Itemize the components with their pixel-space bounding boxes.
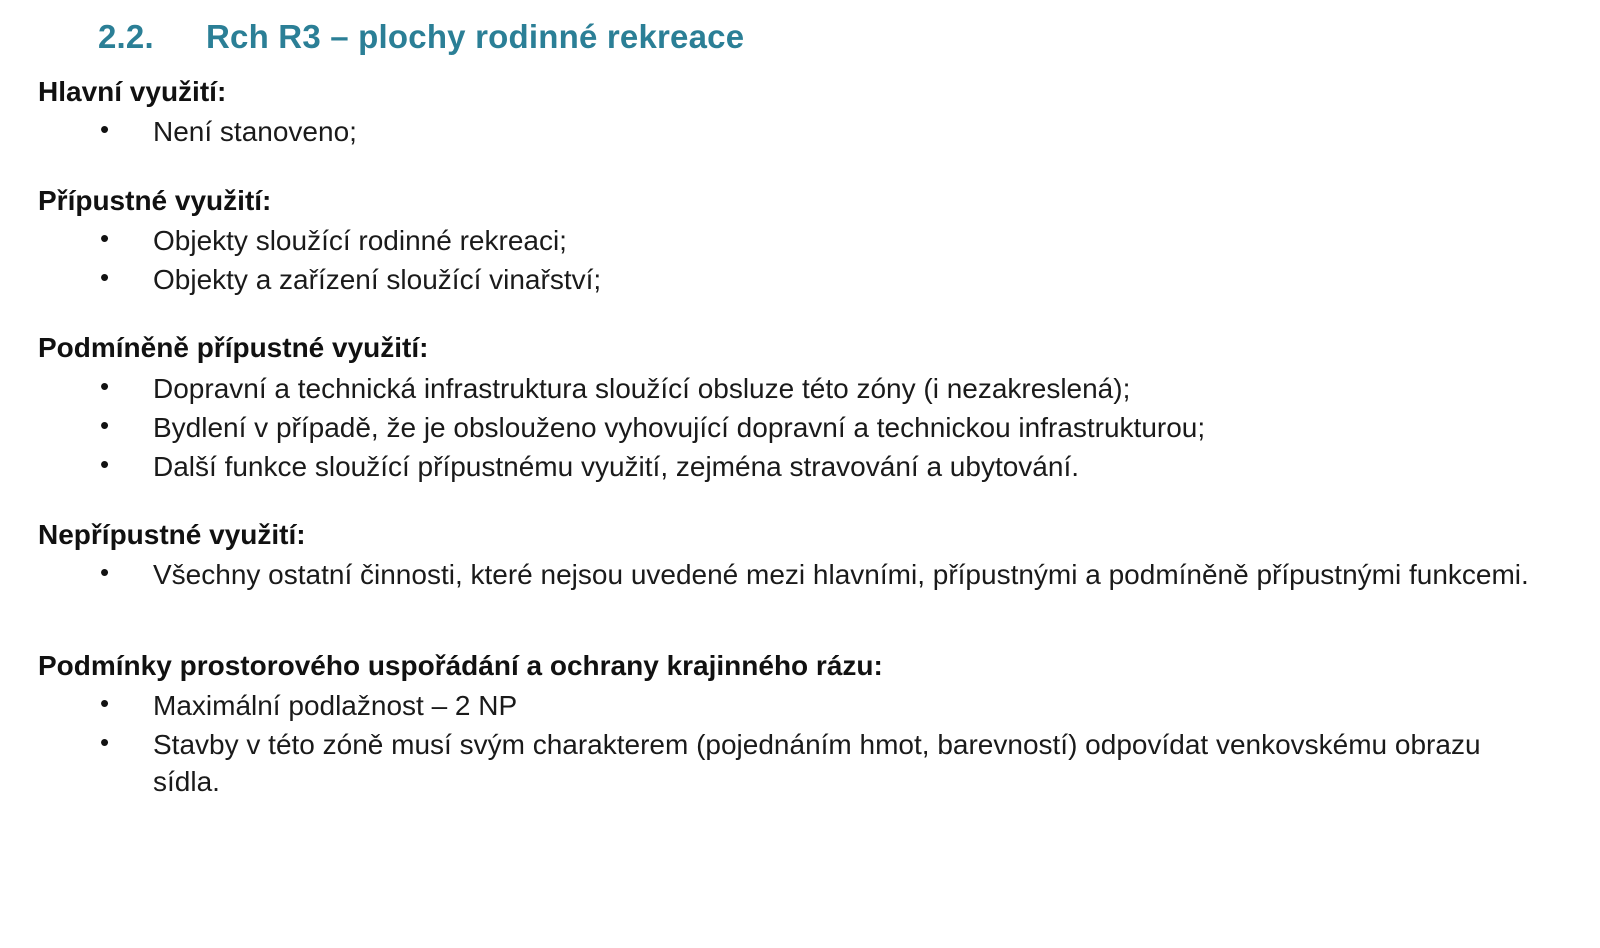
section-title: Rch R3 – plochy rodinné rekreace — [206, 18, 745, 55]
bullet-list — [38, 113, 1540, 150]
list-item: • Dopravní a technická infrastruktura sloužící obsluze této zóny (i nezakreslená); — [38, 370, 1540, 407]
section-number: 2.2. — [98, 18, 154, 55]
subsection-title: Podmíněně přípustné využití: — [38, 332, 429, 364]
list-item: • Další funkce sloužící přípustnému využití, zejména stravování a ubytování. — [38, 448, 1540, 485]
bullet-list — [38, 222, 1540, 298]
spacer — [38, 489, 1540, 517]
subsection-title: Nepřípustné využití: — [38, 519, 306, 551]
section-heading — [38, 18, 1540, 56]
section-nepripustne-vyuziti — [38, 517, 1540, 594]
spacer — [38, 155, 1540, 183]
section-podminene-pripustne-vyuziti — [38, 330, 1540, 485]
bullet-list — [38, 370, 1540, 486]
subsection-title: Podmínky prostorového uspořádání a ochrany krajinného rázu: — [38, 649, 883, 681]
list-item: • Objekty sloužící rodinné rekreaci; — [38, 222, 1540, 259]
section-hlavni-vyuziti — [38, 74, 1540, 151]
list-item: • Maximální podlažnost – 2 NP — [38, 687, 1540, 724]
list-item: • Není stanoveno; — [38, 113, 1540, 150]
bullet-list — [38, 687, 1540, 801]
subsection-title: Hlavní využití: — [38, 76, 227, 107]
spacer — [38, 302, 1540, 330]
section-pripustne-vyuziti — [38, 183, 1540, 299]
spacer — [38, 598, 1540, 648]
list-item: • Všechny ostatní činnosti, které nejsou uvedené mezi hlavními, přípustnými a podmíněně přípustnými funkcemi. — [38, 556, 1540, 593]
section-podminky-prostoroveho-usporadani — [38, 648, 1540, 801]
bullet-list — [38, 556, 1540, 593]
list-item: • Objekty a zařízení sloužící vinařství; — [38, 261, 1540, 298]
list-item: • Bydlení v případě, že je obslouženo vyhovující dopravní a technickou infrastrukturou; — [38, 409, 1540, 446]
list-item: • Stavby v této zóně musí svým charakterem (pojednáním hmot, barevností) odpovídat venkovskému obrazu sídla. — [38, 726, 1540, 800]
subsection-title: Přípustné využití: — [38, 184, 272, 216]
